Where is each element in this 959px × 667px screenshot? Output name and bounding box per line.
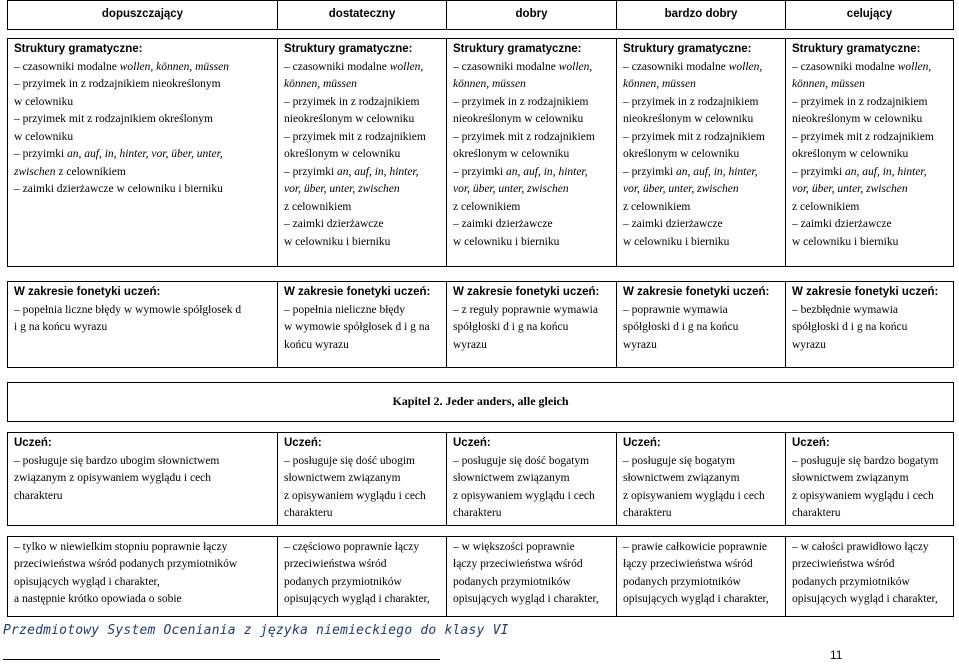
grammar-cell — [8, 39, 278, 267]
cell-line: – poprawnie wymawia — [623, 303, 728, 316]
cell-line: opisujących wygląd i charakter, — [623, 593, 769, 605]
cell-line: – przyimek in z rodzajnikiem — [284, 95, 420, 108]
vocab-cell — [447, 433, 617, 526]
phonetics-cell — [278, 282, 447, 368]
cell-line: podanych przymiotników — [623, 575, 741, 588]
cell-line: w celowniku i bierniku — [623, 235, 730, 248]
cell-line: können, müssen — [284, 78, 357, 90]
cell-line: – czasowniki modalne wollen, — [623, 60, 763, 73]
cell-line: nieokreślonym w celowniku — [792, 113, 923, 125]
header-cell: celujący — [786, 1, 954, 30]
cell-line: – przyimek in z rodzajnikiem — [792, 95, 928, 108]
cell-line: – przyimek in z rodzajnikiem — [453, 95, 589, 108]
cell-line: spółgłoski d i g na końcu — [623, 321, 739, 333]
page-number: 11 — [830, 648, 843, 662]
chapter-row — [8, 383, 954, 422]
cell-line: vor, über, unter, zwischen — [284, 183, 400, 195]
cell-line: – posługuje się bardzo ubogim słownictwem — [14, 454, 220, 467]
cell-line: – czasowniki modalne wollen, können, müssen — [14, 60, 229, 73]
cell-line: – przyimek mit z rodzajnikiem określonym — [14, 113, 213, 125]
header-row — [8, 1, 954, 30]
phonetics-cell — [617, 282, 786, 368]
cell-line: – czasowniki modalne wollen, — [453, 60, 593, 73]
phonetics-cell — [786, 282, 954, 368]
cell-line: z opisywaniem wyglądu i cech — [623, 489, 765, 502]
cell-line: charakteru — [453, 507, 502, 519]
cell-heading: Uczeń: — [623, 437, 661, 449]
cell-line: z celownikiem — [284, 200, 352, 213]
cell-line: – zaimki dzierżawcze w celowniku i bierniku — [14, 183, 223, 195]
cell-line: – w większości poprawnie — [453, 540, 575, 553]
cell-line: słownictwem związanym — [284, 472, 401, 484]
cell-heading: Struktury gramatyczne: — [14, 43, 143, 55]
grammar-row — [8, 39, 954, 267]
cell-heading: W zakresie fonetyki uczeń: — [623, 286, 770, 298]
cell-line: opisujących wygląd i charakter, — [14, 575, 160, 588]
cell-line: – przyimek mit z rodzajnikiem — [792, 130, 934, 143]
cell-line: określonym w celowniku — [792, 148, 909, 160]
cell-line: – popełnia liczne błędy w wymowie spółgłosek d — [14, 303, 242, 316]
grading-table — [7, 0, 954, 617]
grammar-cell — [617, 39, 786, 267]
cell-line: w celowniku i bierniku — [284, 235, 391, 248]
cell-line: związanym z opisywaniem wyglądu i cech — [14, 472, 212, 484]
cell-line: – przyimek mit z rodzajnikiem — [453, 130, 595, 143]
grammar-cell — [447, 39, 617, 267]
cell-line: spółgłoski d i g na końcu — [453, 321, 569, 333]
cell-line: z celownikiem — [623, 200, 691, 213]
cell-heading: Struktury gramatyczne: — [623, 43, 752, 55]
vocab-cell — [278, 433, 447, 526]
grammar-cell — [786, 39, 954, 267]
cell-line: wyrazu — [792, 338, 826, 351]
cell-line: wyrazu — [623, 338, 657, 351]
cell-line: – przyimki an, auf, in, hinter, — [453, 165, 588, 178]
opposites-cell — [447, 536, 617, 616]
vocab-row — [8, 433, 954, 526]
cell-line: – przyimki an, auf, in, hinter, — [792, 165, 927, 178]
cell-line: przeciwieństwa wśród — [792, 558, 895, 570]
cell-line: – posługuje się bardzo bogatym — [792, 454, 939, 467]
cell-heading: W zakresie fonetyki uczeń: — [14, 286, 161, 298]
cell-line: nieokreślonym w celowniku — [453, 113, 584, 125]
cell-line: – przyimek in z rodzajnikiem nieokreślonym — [14, 78, 221, 90]
cell-line: – czasowniki modalne wollen, — [284, 60, 424, 73]
cell-line: – bezbłędnie wymawia — [792, 303, 899, 316]
cell-line: vor, über, unter, zwischen — [623, 183, 739, 195]
cell-heading: W zakresie fonetyki uczeń: — [284, 286, 431, 298]
cell-heading: Uczeń: — [453, 437, 491, 449]
cell-heading: Struktury gramatyczne: — [453, 43, 582, 55]
cell-line: können, müssen — [623, 78, 696, 90]
cell-line: określonym w celowniku — [284, 148, 401, 160]
cell-line: spółgłoski d i g na końcu — [792, 321, 908, 333]
cell-line: a następnie krótko opowiada o sobie — [14, 593, 182, 605]
cell-line: – przyimki an, auf, in, hinter, — [284, 165, 419, 178]
cell-line: w celowniku i bierniku — [453, 235, 560, 248]
cell-line: – czasowniki modalne wollen, — [792, 60, 932, 73]
cell-line: końcu wyrazu — [284, 338, 349, 351]
cell-heading: Uczeń: — [792, 437, 830, 449]
cell-line: – popełnia nieliczne błędy — [284, 303, 406, 316]
cell-line: – zaimki dzierżawcze — [623, 218, 723, 230]
cell-line: – zaimki dzierżawcze — [792, 218, 892, 230]
cell-line: w wymowie spółgłosek d i g na — [284, 321, 430, 333]
cell-line: w celowniku — [14, 95, 74, 108]
opposites-cell — [8, 536, 278, 616]
cell-line: – tylko w niewielkim stopniu poprawnie łączy — [14, 540, 228, 553]
cell-line: charakteru — [284, 507, 333, 519]
cell-line: – zaimki dzierżawcze — [453, 218, 553, 230]
cell-line: z celownikiem — [792, 200, 860, 213]
cell-line: wyrazu — [453, 338, 487, 351]
cell-line: przeciwieństwa wśród — [284, 558, 387, 570]
opposites-row — [8, 536, 954, 616]
header-cell: dopuszczający — [8, 1, 278, 30]
opposites-cell — [617, 536, 786, 616]
cell-heading: W zakresie fonetyki uczeń: — [792, 286, 939, 298]
cell-line: können, müssen — [792, 78, 865, 90]
vocab-cell — [786, 433, 954, 526]
cell-line: – posługuje się dość ubogim — [284, 454, 415, 467]
cell-line: – przyimki an, auf, in, hinter, — [623, 165, 758, 178]
cell-heading: Struktury gramatyczne: — [284, 43, 413, 55]
cell-line: – z reguły poprawnie wymawia — [453, 303, 598, 316]
cell-line: – przyimek mit z rodzajnikiem — [284, 130, 426, 143]
cell-line: vor, über, unter, zwischen — [453, 183, 569, 195]
cell-line: können, müssen — [453, 78, 526, 90]
cell-line: zwischen z celownikiem — [14, 165, 126, 178]
cell-line: charakteru — [14, 489, 63, 502]
cell-line: charakteru — [623, 507, 672, 519]
header-cell: dostateczny — [278, 1, 447, 30]
footer-title: Przedmiotowy System Oceniania z języka niemieckiego do klasy VI — [3, 623, 509, 638]
grammar-cell — [278, 39, 447, 267]
cell-heading: Uczeń: — [284, 437, 322, 449]
cell-heading: W zakresie fonetyki uczeń: — [453, 286, 600, 298]
cell-line: opisujących wygląd i charakter, — [792, 593, 938, 605]
cell-line: – prawie całkowicie poprawnie — [623, 540, 768, 553]
header-cell: bardzo dobry — [617, 1, 786, 30]
cell-line: – przyimki an, auf, in, hinter, vor, über, unter, — [14, 148, 223, 160]
cell-line: określonym w celowniku — [453, 148, 570, 160]
cell-line: – przyimek mit z rodzajnikiem — [623, 130, 765, 143]
cell-line: – posługuje się bogatym — [623, 454, 736, 467]
cell-heading: Struktury gramatyczne: — [792, 43, 921, 55]
footer-rule — [3, 659, 440, 660]
cell-line: przeciwieństwa wśród podanych przymiotników — [14, 558, 238, 570]
cell-line: vor, über, unter, zwischen — [792, 183, 908, 195]
opposites-cell — [786, 536, 954, 616]
cell-line: – częściowo poprawnie łączy — [284, 540, 420, 553]
cell-line: łączy przeciwieństwa wśród — [623, 558, 753, 570]
cell-line: – przyimek in z rodzajnikiem — [623, 95, 759, 108]
cell-line: słownictwem związanym — [792, 472, 909, 484]
cell-line: opisujących wygląd i charakter, — [284, 593, 430, 605]
cell-line: z opisywaniem wyglądu i cech — [453, 489, 595, 502]
cell-line: określonym w celowniku — [623, 148, 740, 160]
header-cell: dobry — [447, 1, 617, 30]
cell-line: opisujących wygląd i charakter, — [453, 593, 599, 605]
phonetics-row — [8, 282, 954, 368]
cell-line: i g na końcu wyrazu — [14, 321, 108, 333]
cell-heading: Uczeń: — [14, 437, 52, 449]
cell-line: – zaimki dzierżawcze — [284, 218, 384, 230]
cell-line: – posługuje się dość bogatym — [453, 454, 590, 467]
cell-line: w celowniku — [14, 130, 74, 143]
vocab-cell — [617, 433, 786, 526]
cell-line: charakteru — [792, 507, 841, 519]
cell-line: łączy przeciwieństwa wśród — [453, 558, 583, 570]
vocab-cell — [8, 433, 278, 526]
cell-line: słownictwem związanym — [453, 472, 570, 484]
phonetics-cell — [8, 282, 278, 368]
cell-line: z celownikiem — [453, 200, 521, 213]
cell-line: podanych przymiotników — [453, 575, 571, 588]
cell-line: nieokreślonym w celowniku — [284, 113, 415, 125]
cell-line: z opisywaniem wyglądu i cech — [792, 489, 934, 502]
phonetics-cell — [447, 282, 617, 368]
cell-line: słownictwem związanym — [623, 472, 740, 484]
cell-line: podanych przymiotników — [284, 575, 402, 588]
opposites-cell — [278, 536, 447, 616]
chapter-title: Kapitel 2. Jeder anders, alle gleich — [8, 383, 954, 422]
cell-line: – w całości prawidłowo łączy — [792, 540, 929, 553]
cell-line: nieokreślonym w celowniku — [623, 113, 754, 125]
cell-line: z opisywaniem wyglądu i cech — [284, 489, 426, 502]
cell-line: w celowniku i bierniku — [792, 235, 899, 248]
cell-line: podanych przymiotników — [792, 575, 910, 588]
